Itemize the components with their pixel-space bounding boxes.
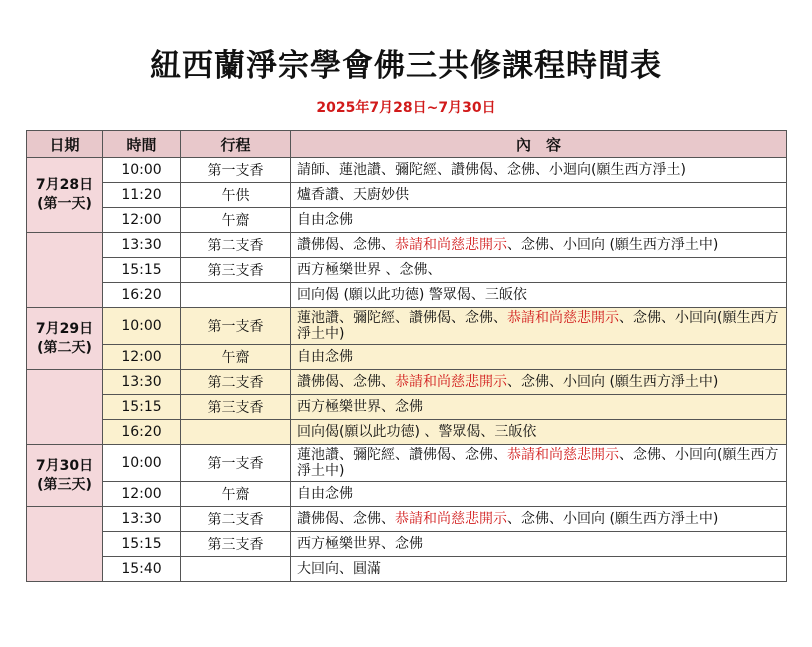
content-text: 讚佛偈、念佛、: [297, 237, 395, 253]
item-cell: 午齋: [181, 345, 291, 370]
time-cell: 16:20: [103, 420, 181, 445]
time-cell: 16:20: [103, 283, 181, 308]
content-cell: [291, 345, 787, 370]
item-cell: 第一支香: [181, 308, 291, 345]
day-label: (第三天): [37, 476, 92, 493]
header-row: [27, 131, 787, 158]
schedule-table: [26, 130, 787, 582]
time-cell: 12:00: [103, 345, 181, 370]
item-cell: 第三支香: [181, 258, 291, 283]
content-text: 爐香讚、天廚妙供: [297, 187, 409, 203]
time-cell: 12:00: [103, 208, 181, 233]
day-cell-3: [27, 445, 103, 507]
time-cell: 15:40: [103, 557, 181, 582]
highlighted-text: 恭請和尚慈悲開示: [395, 374, 507, 390]
item-cell: [181, 283, 291, 308]
content-text: 請師、蓮池讚、彌陀經、讚佛偈、念佛、小迴向(願生西方淨土): [297, 162, 686, 178]
highlighted-text: 恭請和尚慈悲開示: [395, 237, 507, 253]
item-cell: 午齋: [181, 482, 291, 507]
table-row: [27, 233, 787, 258]
highlighted-text: 恭請和尚慈悲開示: [507, 310, 619, 326]
time-cell: 11:20: [103, 183, 181, 208]
content-text: 讚佛偈、念佛、: [297, 511, 395, 527]
day-date: 7月30日: [35, 457, 94, 474]
day-cell-blank: [27, 370, 103, 445]
content-text: 自由念佛: [297, 349, 353, 365]
highlighted-text: 恭請和尚慈悲開示: [507, 447, 619, 463]
time-cell: 10:00: [103, 308, 181, 345]
item-cell: 第一支香: [181, 445, 291, 482]
content-text: 回向偈 (願以此功德) 警眾偈、三皈依: [297, 287, 527, 303]
table-row: [27, 208, 787, 233]
table-row: [27, 370, 787, 395]
day-cell-1: [27, 158, 103, 233]
item-cell: 第三支香: [181, 395, 291, 420]
header-item: 行程: [181, 131, 291, 158]
table-row: [27, 258, 787, 283]
table-row: [27, 532, 787, 557]
date-range: 2025年7月28日~7月30日: [316, 100, 496, 116]
item-cell: 午供: [181, 183, 291, 208]
day-date: 7月29日: [35, 320, 94, 337]
content-text: 西方極樂世界、念佛: [297, 536, 423, 552]
table-row: [27, 445, 787, 482]
time-cell: 10:00: [103, 445, 181, 482]
time-cell: 15:15: [103, 258, 181, 283]
content-cell: [291, 158, 787, 183]
time-cell: 12:00: [103, 482, 181, 507]
table-row: [27, 158, 787, 183]
item-cell: [181, 557, 291, 582]
content-text: 回向偈(願以此功德) 、警眾偈、三皈依: [297, 424, 537, 440]
content-text: 、念佛、小回向 (願生西方淨土中): [507, 374, 719, 390]
content-cell: [291, 258, 787, 283]
content-cell: [291, 482, 787, 507]
time-cell: 13:30: [103, 370, 181, 395]
content-cell: [291, 370, 787, 395]
table-row: [27, 308, 787, 345]
content-cell: [291, 445, 787, 482]
table-row: [27, 420, 787, 445]
item-cell: 第三支香: [181, 532, 291, 557]
table-row: [27, 283, 787, 308]
content-text: 、念佛、小回向(願生西方淨土中): [297, 447, 779, 479]
content-text: 蓮池讚、彌陀經、讚佛偈、念佛、: [297, 310, 507, 326]
item-cell: 第二支香: [181, 233, 291, 258]
day-label: (第一天): [37, 196, 92, 212]
content-text: 、念佛、小回向 (願生西方淨土中): [507, 511, 719, 527]
content-cell: [291, 507, 787, 532]
time-cell: 13:30: [103, 233, 181, 258]
content-text: 蓮池讚、彌陀經、讚佛偈、念佛、: [297, 447, 507, 463]
highlighted-text: 恭請和尚慈悲開示: [395, 511, 507, 527]
page-title: 紐西蘭淨宗學會佛三共修課程時間表: [150, 48, 662, 84]
time-cell: 13:30: [103, 507, 181, 532]
item-cell: [181, 420, 291, 445]
table-row: [27, 345, 787, 370]
header-day: 日期: [27, 131, 103, 158]
content-text: 、念佛、小回向 (願生西方淨土中): [507, 237, 719, 253]
day-cell-blank: [27, 507, 103, 582]
header-time: 時間: [103, 131, 181, 158]
content-text: 自由念佛: [297, 486, 353, 502]
content-text: 讚佛偈、念佛、: [297, 374, 395, 390]
content-cell: [291, 395, 787, 420]
content-cell: [291, 532, 787, 557]
content-text: 西方極樂世界 、念佛、: [297, 262, 442, 278]
content-cell: [291, 283, 787, 308]
content-text: 自由念佛: [297, 212, 353, 228]
time-cell: 10:00: [103, 158, 181, 183]
day-cell-blank: [27, 233, 103, 308]
content-text: 西方極樂世界、念佛: [297, 399, 423, 415]
table-row: [27, 557, 787, 582]
content-cell: [291, 208, 787, 233]
table-row: [27, 482, 787, 507]
time-cell: 15:15: [103, 395, 181, 420]
day-label: (第二天): [37, 339, 92, 356]
item-cell: 午齋: [181, 208, 291, 233]
content-cell: [291, 233, 787, 258]
content-cell: [291, 557, 787, 582]
content-cell: [291, 420, 787, 445]
header-content: 內 容: [291, 131, 787, 158]
day-date: 7月28日: [35, 177, 94, 193]
time-cell: 15:15: [103, 532, 181, 557]
item-cell: 第二支香: [181, 370, 291, 395]
day-cell-2: [27, 308, 103, 370]
table-row: [27, 183, 787, 208]
content-cell: [291, 183, 787, 208]
content-cell: [291, 308, 787, 345]
table-row: [27, 395, 787, 420]
item-cell: 第一支香: [181, 158, 291, 183]
content-text: 大回向、圓滿: [297, 561, 381, 577]
content-text: 、念佛、小回向(願生西方淨土中): [297, 310, 779, 342]
item-cell: 第二支香: [181, 507, 291, 532]
table-row: [27, 507, 787, 532]
